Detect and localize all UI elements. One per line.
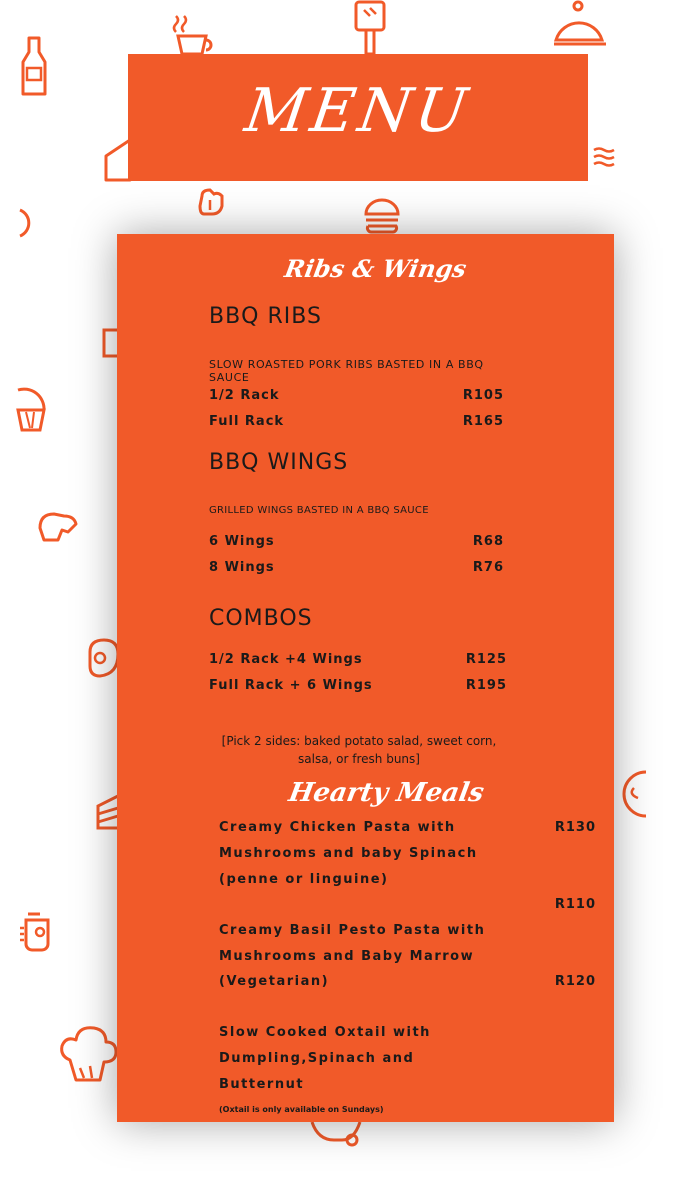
bbq-wings-description: GRILLED WINGS BASTED IN A BBQ SAUCE bbox=[209, 505, 429, 516]
item-name: Full Rack + 6 Wings bbox=[209, 678, 373, 693]
menu-item-row bbox=[209, 388, 504, 408]
bbq-ribs-description: SLOW ROASTED PORK RIBS BASTED IN A BBQ SAUCE bbox=[209, 358, 484, 384]
item-name: 6 Wings bbox=[209, 534, 275, 549]
menu-item-row bbox=[209, 560, 504, 580]
meal-line: (penne or linguine) bbox=[219, 872, 389, 887]
meal-line: Butternut bbox=[219, 1077, 305, 1092]
menu-title: MENU bbox=[240, 76, 476, 146]
cloche-icon bbox=[552, 0, 608, 52]
item-price: R165 bbox=[462, 414, 504, 429]
apple-icon bbox=[18, 206, 36, 238]
menu-item-row bbox=[209, 652, 507, 672]
meal-line: Dumpling,Spinach and bbox=[219, 1051, 415, 1066]
item-name: 1/2 Rack +4 Wings bbox=[209, 652, 363, 667]
pot-icon bbox=[18, 910, 56, 954]
bbq-ribs-title: BBQ RIBS bbox=[209, 304, 322, 329]
combos-title: COMBOS bbox=[209, 606, 313, 631]
steak-icon bbox=[86, 638, 120, 678]
title-banner bbox=[128, 54, 588, 181]
lemon-icon bbox=[620, 770, 648, 818]
steam-icon bbox=[592, 146, 614, 168]
item-price: R76 bbox=[472, 560, 504, 575]
item-price: R68 bbox=[472, 534, 504, 549]
item-price: R125 bbox=[465, 652, 507, 667]
bbq-wings-title: BBQ WINGS bbox=[209, 450, 349, 475]
meal-price: R120 bbox=[554, 974, 596, 989]
oxtail-note: (Oxtail is only available on Sundays) bbox=[219, 1105, 384, 1114]
steaming-cup-icon bbox=[168, 14, 216, 56]
item-name: 1/2 Rack bbox=[209, 388, 280, 403]
item-name: Full Rack bbox=[209, 414, 285, 429]
item-name: 8 Wings bbox=[209, 560, 275, 575]
menu-item-row bbox=[209, 678, 507, 698]
meal-line: (Vegetarian) bbox=[219, 974, 330, 989]
meal-line: Mushrooms and baby Spinach bbox=[219, 846, 478, 861]
meal-line: Mushrooms and Baby Marrow bbox=[219, 949, 475, 964]
meal-price: R110 bbox=[554, 897, 596, 912]
burger-icon bbox=[362, 196, 402, 236]
menu-item-row bbox=[209, 534, 504, 554]
item-price: R105 bbox=[462, 388, 504, 403]
menu-card bbox=[117, 234, 614, 1122]
teapot-icon bbox=[308, 1118, 364, 1148]
cupcake-icon bbox=[16, 388, 46, 432]
sides-note: [Pick 2 sides: baked potato salad, sweet corn, salsa, or fresh buns] bbox=[221, 734, 497, 766]
ribs-wings-heading: Ribs & Wings bbox=[282, 254, 469, 283]
bottle-icon bbox=[18, 36, 50, 98]
meal-price: R130 bbox=[554, 820, 596, 835]
meal-line: Slow Cooked Oxtail with bbox=[219, 1025, 431, 1040]
pepper-icon bbox=[196, 186, 228, 218]
chef-hat-icon bbox=[58, 1024, 120, 1088]
item-price: R195 bbox=[465, 678, 507, 693]
meal-line: Creamy Chicken Pasta with bbox=[219, 820, 456, 835]
menu-item-row bbox=[209, 414, 504, 434]
spatula-icon bbox=[352, 0, 388, 56]
meal-line: Creamy Basil Pesto Pasta with bbox=[219, 923, 486, 938]
hearty-meals-heading: Hearty Meals bbox=[286, 778, 487, 808]
oven-mitt-icon bbox=[36, 508, 80, 544]
